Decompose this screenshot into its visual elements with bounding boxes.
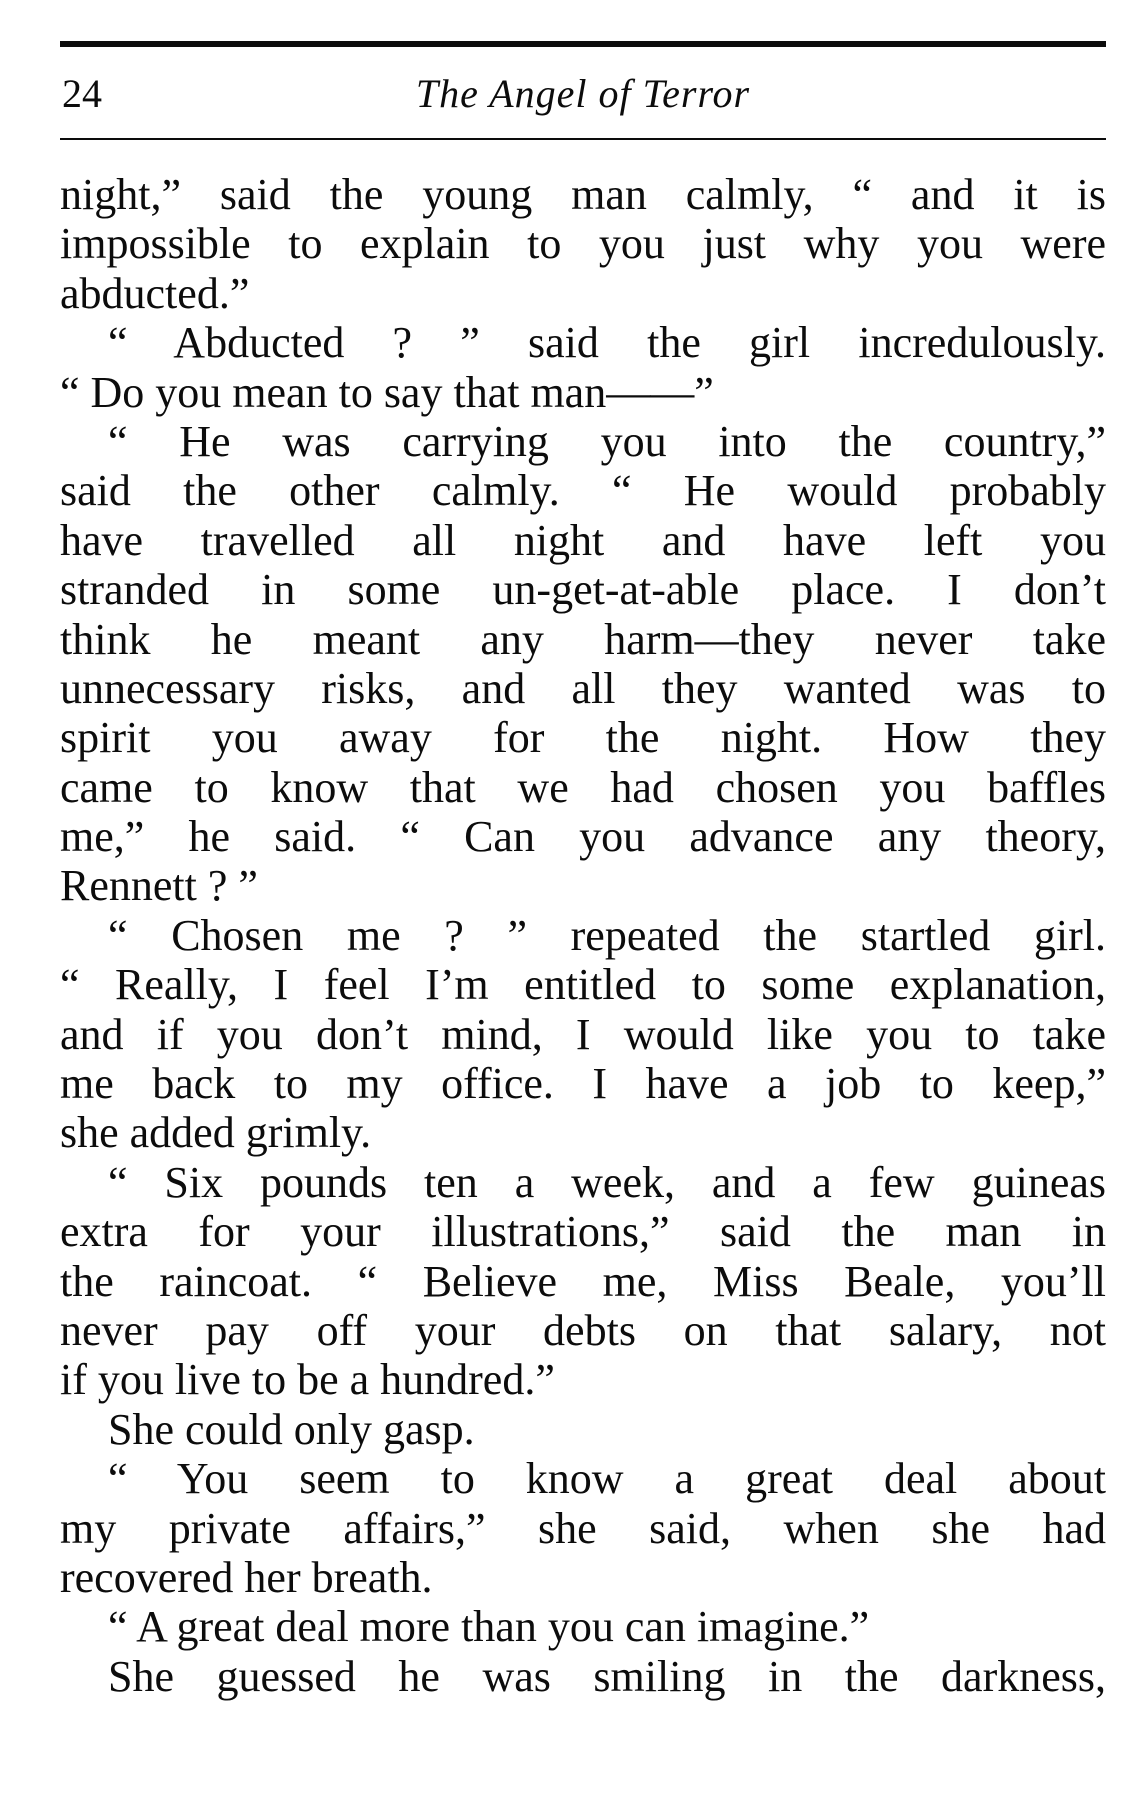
text-line: recovered her breath.: [60, 1552, 433, 1602]
text-line: my private affairs,” she said, when she had: [60, 1503, 1106, 1553]
body-text: [60, 170, 1106, 1701]
text-line: never pay off your debts on that salary, not: [60, 1305, 1106, 1355]
text-line: She could only gasp.: [108, 1404, 475, 1454]
text-line: “ Really, I feel I’m entitled to some explanation,: [60, 960, 1106, 1010]
text-line: “ He was carrying you into the country,”: [108, 416, 1106, 466]
text-line: think he meant any harm—they never take: [60, 614, 1106, 664]
text-line: came to know that we had chosen you baffles: [60, 762, 1106, 812]
header-top-rule: [60, 41, 1106, 47]
text-line: She guessed he was smiling in the darkness,: [108, 1651, 1106, 1701]
text-line: me back to my office. I have a job to keep,”: [60, 1059, 1106, 1109]
text-line: abducted.”: [60, 268, 250, 318]
text-line: she added grimly.: [60, 1108, 372, 1158]
text-line: the raincoat. “ Believe me, Miss Beale, you’ll: [60, 1256, 1106, 1306]
text-line: have travelled all night and have left you: [60, 515, 1106, 565]
page-header: [60, 64, 1106, 124]
text-line: extra for your illustrations,” said the man in: [60, 1207, 1106, 1257]
text-line: “ Chosen me ? ” repeated the startled girl.: [108, 910, 1106, 960]
text-line: if you live to be a hundred.”: [60, 1355, 555, 1405]
text-line: Rennett ? ”: [60, 861, 258, 911]
book-page: [60, 0, 1106, 1806]
text-line: “ Abducted ? ” said the girl incredulously.: [108, 318, 1106, 368]
text-line: unnecessary risks, and all they wanted was to: [60, 663, 1106, 713]
page-number: 24: [62, 71, 102, 116]
text-line: impossible to explain to you just why you were: [60, 219, 1106, 269]
text-line: me,” he said. “ Can you advance any theory,: [60, 812, 1106, 862]
text-line: spirit you away for the night. How they: [60, 713, 1106, 763]
text-line: night,” said the young man calmly, “ and it is: [60, 170, 1106, 219]
text-line: and if you don’t mind, I would like you to take: [60, 1009, 1106, 1059]
text-line: “ A great deal more than you can imagine.”: [108, 1602, 870, 1652]
text-line: “ Do you mean to say that man——”: [60, 367, 714, 417]
text-line: said the other calmly. “ He would probably: [60, 466, 1106, 516]
text-line: stranded in some un-get-at-able place. I don’t: [60, 565, 1106, 615]
text-line: “ You seem to know a great deal about: [108, 1454, 1106, 1504]
header-bottom-rule: [60, 138, 1106, 140]
running-title: The Angel of Terror: [415, 71, 751, 116]
text-line: “ Six pounds ten a week, and a few guineas: [108, 1157, 1106, 1207]
